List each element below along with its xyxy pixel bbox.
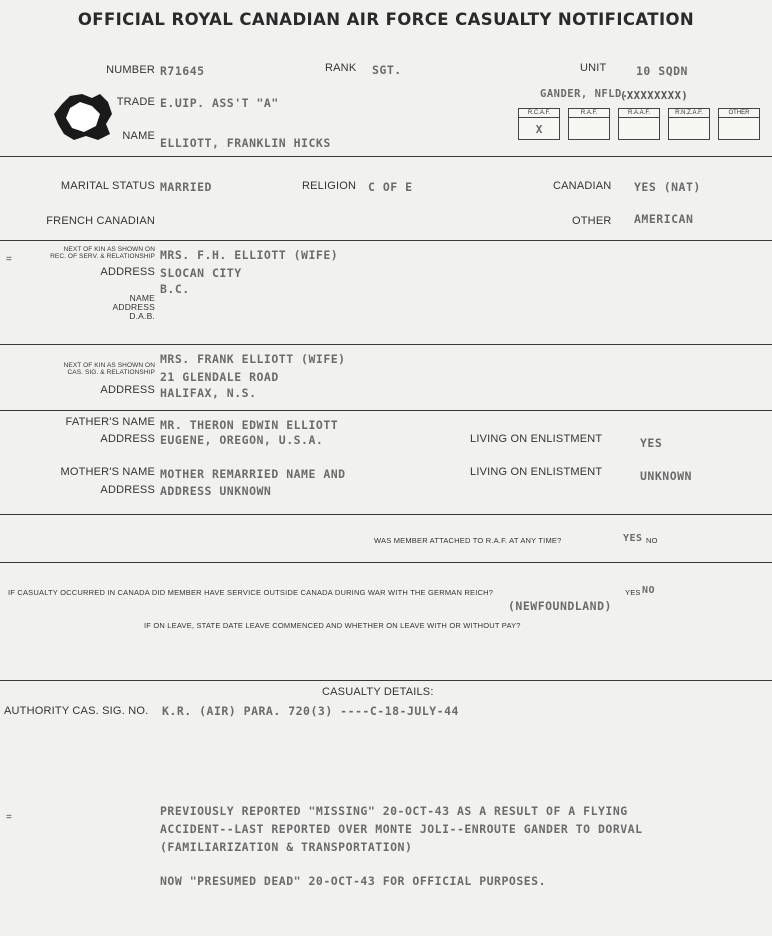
nok-service-value: MRS. F.H. ELLIOTT (WIFE)	[160, 248, 339, 262]
name-label: NAME	[122, 130, 155, 142]
nok-service-address-2: B.C.	[160, 282, 190, 296]
canadian-value: YES (NAT)	[634, 180, 701, 194]
name-address-dab-line3: D.A.B.	[129, 311, 155, 321]
nok-service-label-line2: REC. OF SERV. & RELATIONSHIP	[50, 253, 155, 260]
trade-label: TRADE	[116, 96, 155, 108]
rank-label: RANK	[325, 62, 357, 74]
margin-mark: =	[6, 254, 12, 265]
name-address-dab-line2: ADDRESS	[112, 302, 155, 312]
religion-value: C OF E	[368, 180, 413, 194]
marital-status-value: MARRIED	[160, 180, 212, 194]
unit-label: UNIT	[580, 62, 607, 74]
force-box-label: R.N.Z.A.F.	[669, 110, 709, 118]
force-box-label: R.A.A.F.	[619, 110, 659, 118]
other-value: AMERICAN	[634, 212, 694, 226]
nok-cas-address-label: ADDRESS	[100, 384, 155, 396]
divider	[0, 156, 772, 157]
margin-mark: =	[6, 812, 12, 823]
mother-living-label: LIVING ON ENLISTMENT	[470, 466, 603, 478]
force-box-raf	[568, 108, 610, 140]
force-box-value: X	[535, 123, 543, 136]
reich-yes-label: YES	[625, 588, 641, 597]
force-box-rcaf	[518, 108, 560, 140]
divider	[0, 240, 772, 241]
mothers-address-label: ADDRESS	[100, 484, 155, 496]
reich-note: (NEWFOUNDLAND)	[508, 599, 612, 613]
religion-label: RELIGION	[302, 180, 357, 192]
nok-service-address-label: ADDRESS	[100, 266, 155, 278]
nok-service-label	[10, 246, 155, 260]
authority-label: AUTHORITY CAS. SIG. NO.	[4, 705, 149, 717]
leave-question-label: IF ON LEAVE, STATE DATE LEAVE COMMENCED AND WHETHER ON LEAVE WITH OR WITHOUT PAY?	[144, 621, 521, 630]
other-label: OTHER	[572, 215, 612, 227]
raf-question-label: WAS MEMBER ATTACHED TO R.A.F. AT ANY TIME?	[374, 536, 562, 545]
divider	[0, 410, 772, 411]
mothers-address-value: ADDRESS UNKNOWN	[160, 484, 272, 498]
fathers-address-value: EUGENE, OREGON, U.S.A.	[160, 433, 324, 447]
authority-value: K.R. (AIR) PARA. 720(3) ----C-18-JULY-44	[162, 704, 459, 718]
nok-cas-label	[10, 362, 155, 376]
nok-cas-value: MRS. FRANK ELLIOTT (WIFE)	[160, 352, 346, 366]
details-line-2: ACCIDENT--LAST REPORTED OVER MONTE JOLI--ENROUTE GANDER TO DORVAL	[160, 822, 643, 836]
divider	[0, 680, 772, 681]
details-line-3: (FAMILIARIZATION & TRANSPORTATION)	[160, 840, 413, 854]
casualty-details-label: CASUALTY DETAILS:	[322, 686, 434, 698]
force-box-raaf	[618, 108, 660, 140]
father-living-value: YES	[640, 436, 663, 450]
nok-cas-address-2: HALIFAX, N.S.	[160, 386, 257, 400]
form-title: OFFICIAL ROYAL CANADIAN AIR FORCE CASUALTY NOTIFICATION	[77, 10, 695, 29]
trade-value: E.UIP. ASS'T "A"	[160, 96, 279, 110]
mothers-name-label: MOTHER'S NAME	[60, 466, 155, 478]
raf-no-label: NO	[646, 536, 658, 545]
force-box-label: R.A.F.	[569, 110, 609, 118]
nok-service-label-line1: NEXT OF KIN AS SHOWN ON	[63, 246, 155, 253]
force-box-rnzaf	[668, 108, 710, 140]
name-address-dab-line1: NAME	[129, 293, 155, 303]
unit-line3: (XXXXXXXX)	[620, 90, 689, 102]
details-line-1: PREVIOUSLY REPORTED "MISSING" 20-OCT-43 AS A RESULT OF A FLYING	[160, 804, 628, 818]
marital-status-label: MARITAL STATUS	[60, 180, 155, 192]
nok-cas-address-1: 21 GLENDALE ROAD	[160, 370, 279, 384]
unit-line1: 10 SQDN	[636, 64, 688, 78]
reich-question-label: IF CASUALTY OCCURRED IN CANADA DID MEMBER HAVE SERVICE OUTSIDE CANADA DURING WAR WITH THE GERMAN REICH?	[8, 588, 494, 597]
force-box-label: OTHER	[719, 110, 759, 118]
fathers-name-label: FATHER'S NAME	[65, 416, 155, 428]
nok-cas-label-line2: CAS. SIG. & RELATIONSHIP	[67, 369, 155, 376]
mothers-name-value: MOTHER REMARRIED NAME AND	[160, 467, 346, 481]
divider	[0, 514, 772, 515]
nok-cas-label-line1: NEXT OF KIN AS SHOWN ON	[63, 362, 155, 369]
fathers-address-label: ADDRESS	[100, 433, 155, 445]
name-value: ELLIOTT, FRANKLIN HICKS	[160, 136, 331, 150]
details-line-4: NOW "PRESUMED DEAD" 20-OCT-43 FOR OFFICIAL PURPOSES.	[160, 874, 547, 888]
divider	[0, 344, 772, 345]
nok-service-address-1: SLOCAN CITY	[160, 266, 242, 280]
father-living-label: LIVING ON ENLISTMENT	[470, 433, 603, 445]
number-label: NUMBER	[106, 64, 155, 76]
name-address-dab-label	[40, 294, 155, 321]
unit-line2: GANDER, NFLD.	[540, 88, 629, 100]
reich-answer: NO	[642, 585, 656, 596]
french-canadian-label: FRENCH CANADIAN	[46, 215, 155, 227]
canadian-label: CANADIAN	[553, 180, 612, 192]
number-value: R71645	[160, 64, 205, 78]
force-box-label: R.C.A.F.	[519, 110, 559, 118]
divider	[0, 562, 772, 563]
rank-value: SGT.	[372, 63, 402, 77]
mother-living-value: UNKNOWN	[640, 469, 692, 483]
force-box-other	[718, 108, 760, 140]
raf-answer: YES	[623, 533, 643, 544]
fathers-name-value: MR. THERON EDWIN ELLIOTT	[160, 418, 339, 432]
